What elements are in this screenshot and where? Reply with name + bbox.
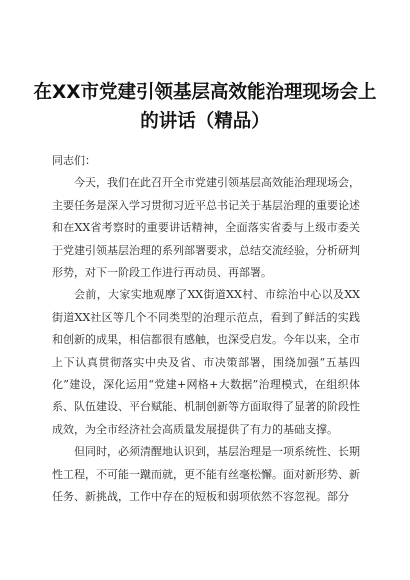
document-body (52, 150, 360, 509)
paragraph-opening: 今天，我们在此召开全市党建引领基层高效能治理现场会，主要任务是深入学习贯彻习近平总书记关于基层治理的重要论述和在XX省考察时的重要讲话精神，全面落实省委与上级市委关于党建引领基层治理的系列部署要求，总结交流经验，分析研判形势，对下一阶段工作进行再动员、再部署。 (52, 176, 360, 280)
paragraph-observation: 会前，大家实地观摩了XX街道XX村、市综治中心以及XX街道XX社区等几个不同类型的治理示范点，看到了鲜活的实践和创新的成果，相信都很有感触，也深受启发。今年以来，全市上下认真贯彻落实中央及省、市决策部署，围绕加强“五基四化”建设，深化运用“党建+网格+大数据”治理模式，在组织体系、队伍建设、平台赋能、机制创新等方面取得了显著的阶段性成效，为全市经济社会高质量发展提供了有力的基础支撑。 (52, 288, 360, 436)
paragraph-challenges: 但同时，必须清醒地认识到，基层治理是一项系统性、长期性工程，不可能一蹴而就，更不能有丝毫松懈。面对新形势、新任务、新挑战，工作中存在的短板和弱项依然不容忽视。部分 (52, 445, 360, 504)
document-title: 在XX市党建引领基层高效能治理现场会上的讲话（精品） (33, 82, 377, 132)
salutation: 同志们： (52, 154, 96, 167)
